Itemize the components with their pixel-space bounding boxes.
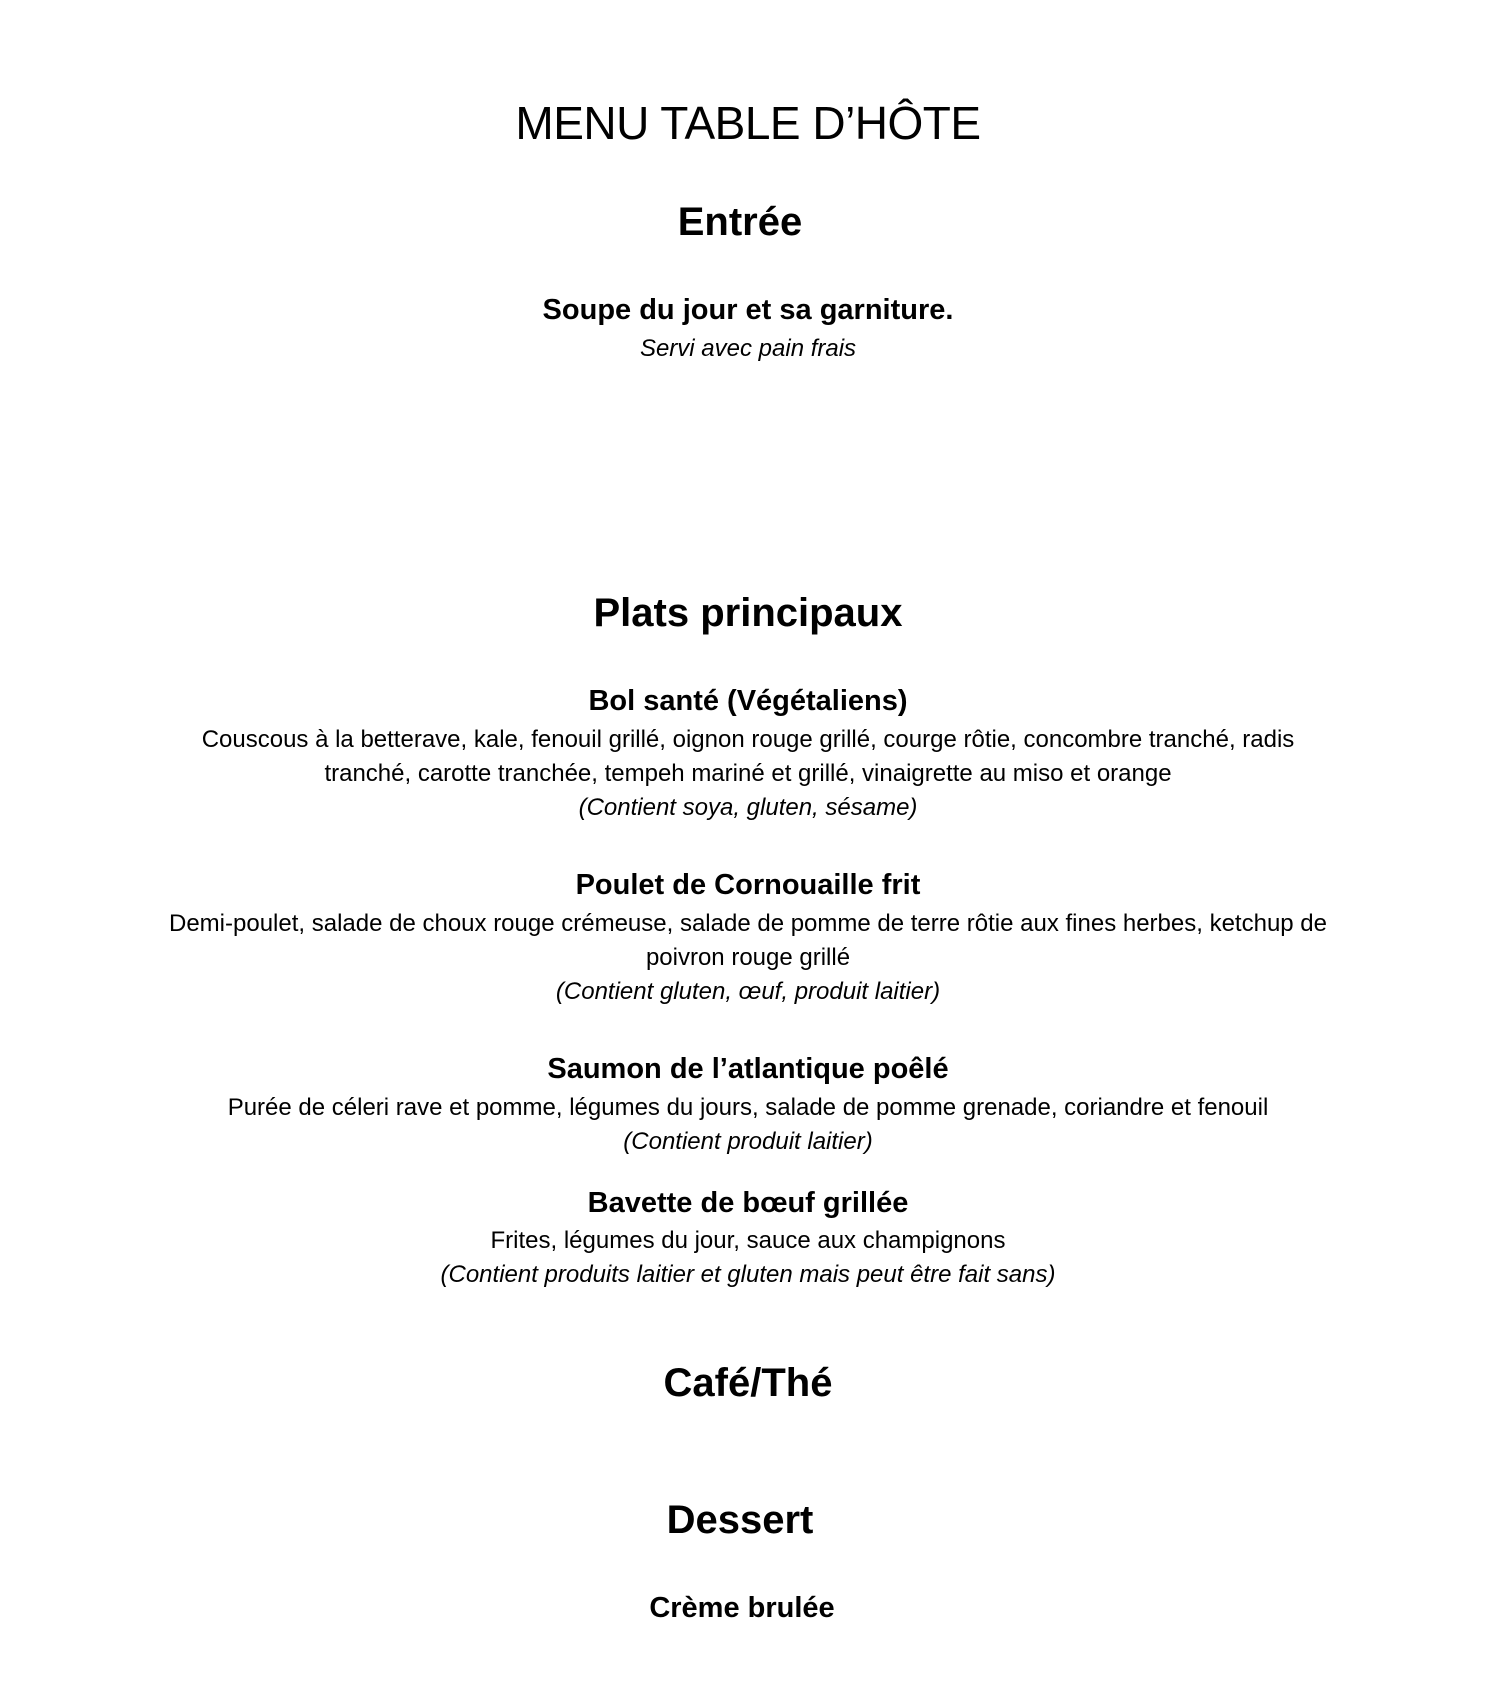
dish-desc-poulet-line1: Demi-poulet, salade de choux rouge crémeuse, salade de pomme de terre rôtie aux fines herbes, ketchup de [169,910,1327,937]
dish-desc-saumon-line1: Purée de céleri rave et pomme, légumes du jours, salade de pomme grenade, coriandre et fenouil [227,1094,1269,1121]
dish-name-saumon: Saumon de l’atlantique poêlé [547,1053,949,1085]
dish-desc-poulet-line2: poivron rouge grillé [645,944,851,971]
entree-dish-note: Servi avec pain frais [639,335,857,362]
dish-desc-bavette-line1: Frites, légumes du jour, sauce aux champignons [490,1227,1006,1254]
entree-heading: Entrée [677,200,803,244]
dessert-dish-name: Crème brulée [649,1592,835,1624]
dish-note-bavette: (Contient produits laitier et gluten mais peut être fait sans) [440,1261,1056,1288]
menu-title: MENU TABLE D’HÔTE [515,97,981,149]
dish-note-poulet: (Contient gluten, œuf, produit laitier) [555,978,941,1005]
cafe-heading: Café/Thé [663,1361,833,1405]
dish-desc-bol-sante-line2: tranché, carotte tranchée, tempeh mariné et grillé, vinaigrette au miso et orange [324,760,1172,787]
entree-dish-name: Soupe du jour et sa garniture. [542,294,954,326]
dish-note-saumon: (Contient produit laitier) [623,1128,873,1155]
dish-desc-bol-sante-line1: Couscous à la betterave, kale, fenouil grillé, oignon rouge grillé, courge rôtie, concombre tranché, radis [201,726,1295,753]
dish-note-bol-sante: (Contient soya, gluten, sésame) [578,794,918,821]
plats-heading: Plats principaux [593,591,903,635]
dessert-heading: Dessert [666,1498,814,1542]
dish-name-poulet: Poulet de Cornouaille frit [575,869,921,901]
dish-name-bol-sante: Bol santé (Végétaliens) [588,685,908,717]
dish-name-bavette: Bavette de bœuf grillée [587,1187,909,1219]
